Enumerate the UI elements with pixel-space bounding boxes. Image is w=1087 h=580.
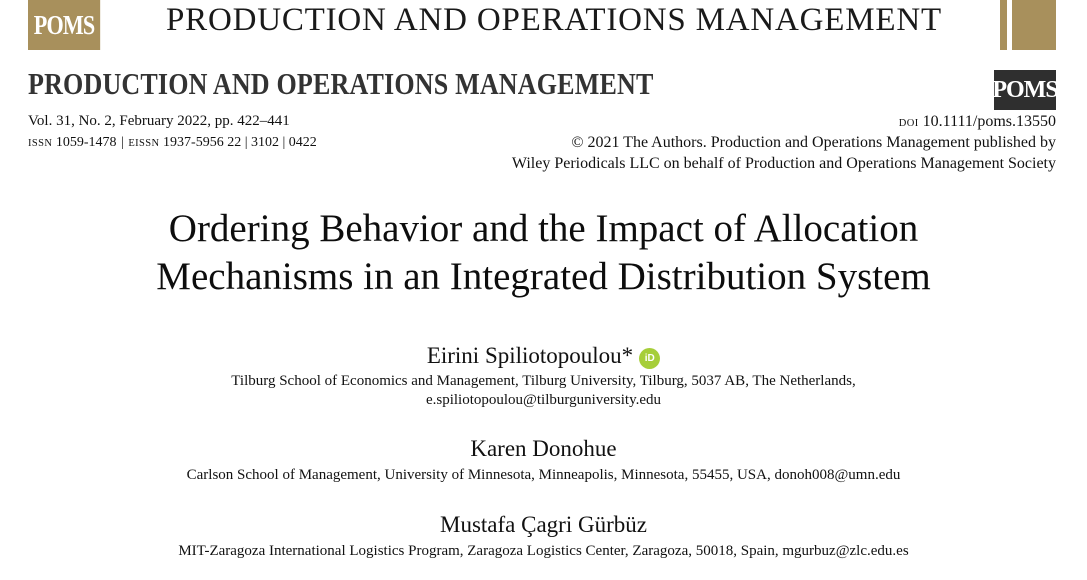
author-1-name: Eirini Spiliotopoulou*: [426, 343, 634, 368]
issn-codes: 22 | 3102 | 0422: [227, 135, 317, 150]
eissn-label: EISSN: [128, 138, 160, 149]
orcid-icon[interactable]: iD: [639, 348, 660, 369]
decorative-bar: [1000, 0, 1007, 50]
author-2-affiliation: Carlson School of Management, University of Minnesota, Minneapolis, Minnesota, 55455, USA, donoh008@umn.edu: [186, 467, 901, 483]
author-2-name: Karen Donohue: [470, 436, 617, 461]
running-title: PRODUCTION AND OPERATIONS MANAGEMENT: [166, 2, 942, 38]
title-line-2: Mechanisms in an Integrated Distribution System: [156, 255, 931, 298]
title-line-1: Ordering Behavior and the Impact of Allocation: [168, 207, 919, 250]
author-1-affiliation: Tilburg School of Economics and Management, Tilburg University, Tilburg, 5037 AB, The Netherlands,: [231, 373, 856, 389]
volume-line: Vol. 31, No. 2, February 2022, pp. 422–441: [28, 113, 290, 129]
decorative-block: [1012, 0, 1056, 50]
doi-link[interactable]: 10.1111/poms.13550: [922, 113, 1056, 130]
doi-line: [899, 113, 1056, 131]
author-1-email[interactable]: e.spiliotopoulou@tilburguniversity.edu: [425, 392, 662, 408]
author-3-affiliation: MIT-Zaragoza International Logistics Program, Zaragoza Logistics Center, Zaragoza, 50018, Spain, mgurbuz@zlc.edu.es: [178, 543, 909, 559]
issn-line: ISSN 1059-1478 | EISSN 1937-5956 22 | 3102 | 0422: [28, 135, 317, 150]
author-1: [0, 343, 1087, 369]
issn-label: ISSN: [28, 138, 53, 149]
issn-value: 1059-1478: [55, 135, 117, 150]
article-title: [0, 205, 1087, 301]
doi-label: DOI: [898, 118, 919, 129]
poms-logo-top: POMS: [28, 0, 100, 50]
author-3-name: Mustafa Çagri Gürbüz: [440, 512, 647, 537]
copyright-line-2: Wiley Periodicals LLC on behalf of Production and Operations Management Society: [511, 155, 1056, 172]
poms-logo-small: POMS: [994, 70, 1056, 110]
eissn-value: 1937-5956: [163, 135, 224, 150]
journal-name: PRODUCTION AND OPERATIONS MANAGEMENT: [28, 66, 654, 101]
copyright-line-1: © 2021 The Authors. Production and Operations Management published by: [571, 134, 1056, 151]
